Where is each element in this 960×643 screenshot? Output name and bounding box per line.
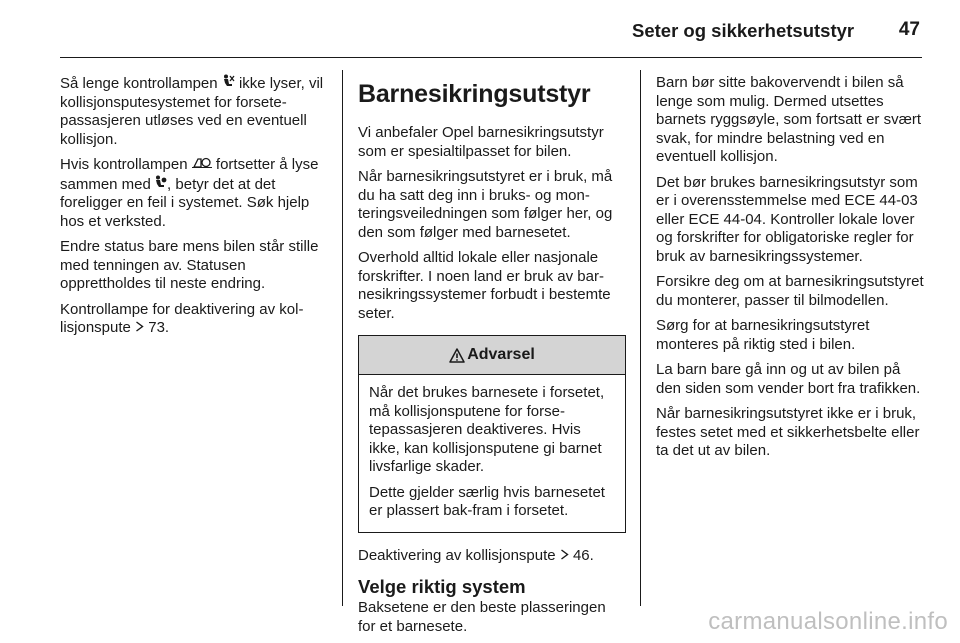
paragraph-correct-place: Sørg for at barnesikringsutstyret monteres på riktig sted i bilen.	[656, 317, 870, 353]
warning-triangle-icon	[449, 348, 465, 363]
paragraph-rear-seats: Baksetene er den beste plasseringen for et barnesete.	[358, 599, 606, 635]
paragraph-recommend: Vi anbefaler Opel barnesikringsutstyr som er spesialtilpasset for bilen.	[358, 124, 604, 160]
paragraph-airbag-status: Så lenge kontrollampen ikke lyser, vil kollisjonsputesystemet for forsetepassasjeren utløses ved en eventuell kollisjon.	[60, 75, 324, 148]
column-1	[60, 74, 326, 345]
column-divider-1	[342, 70, 343, 606]
paragraph-regulations: Overhold alltid lokale eller nasjonale forskrifter. I noen land er bruk av barnesikringssystemer forbudt i bestemte seter.	[358, 249, 611, 322]
paragraph-fit-check: Forsikre deg om at barnesikringsutstyret du monterer, passer til bilmodellen.	[656, 273, 924, 309]
warning-box	[358, 335, 626, 533]
paragraph-change-status: Endre status bare mens bilen står stille med tenningen av. Statusen opprettholdes til neste endring.	[60, 238, 319, 292]
warning-paragraph-2: Dette gjelder særlig hvis barnesetet er plassert bak-fram i forsetet.	[369, 483, 605, 519]
page-header	[0, 0, 960, 58]
column-divider-2	[640, 70, 641, 606]
warning-title: Advarsel	[467, 345, 535, 363]
paragraph-fault: Hvis kontrollampen fortsetter å lyse sammen med , betyr det at det foreligger en feil i systemet. Søk hjelp hos et verksted.	[60, 156, 319, 230]
warning-header	[359, 336, 625, 375]
paragraph-rear-facing: Barn bør sitte bakovervendt i bilen så lenge som mulig. Dermed utsettes barnets ryggsøyle, som fortsatt er svært svak, for mindre belastning ved en eventuell kollisjon.	[656, 74, 922, 165]
paragraph-ece-standard: Det bør brukes barnesikringsutstyr som er i overensstemmelse med ECE 44-03 eller ECE 44-04. Kontroller lokale lover og forskrifter for obligatoriske regler for bruk av barnesikringssystemer.	[656, 173, 918, 265]
watermark: carmanualsonline.info	[708, 608, 948, 635]
paragraph-instructions: Når barnesikringsutstyret er i bruk, må du ha satt deg inn i bruks- og monteringsveiledningen som følger her, og den som følger med barnesetet.	[358, 168, 613, 241]
page-reference-icon	[135, 319, 144, 338]
column-2	[358, 74, 626, 643]
page-title: Seter og sikkerhetsutstyr	[632, 20, 855, 41]
paragraph-deactivation-reference: Deaktivering av kollisjonspute 46.	[358, 546, 594, 564]
passenger-airbag-off-icon	[222, 74, 235, 94]
subheading: Velge riktig system	[358, 576, 526, 597]
paragraph-exit-side: La barn bare gå inn og ut av bilen på den siden som vender bort fra trafikken.	[656, 361, 921, 397]
page-reference-icon	[560, 547, 569, 566]
airbag-warning-icon	[192, 156, 212, 175]
airbag-system-icon	[155, 175, 167, 195]
column-3	[656, 74, 924, 468]
header-divider	[60, 57, 922, 58]
page-number: 47	[898, 19, 920, 40]
paragraph-reference: Kontrollampe for deaktivering av kollisjonspute 73.	[60, 300, 304, 336]
section-heading: Barnesikringsutstyr	[358, 80, 591, 108]
warning-body	[359, 375, 625, 532]
paragraph-not-in-use: Når barnesikringsutstyret ikke er i bruk, festes setet med et sikkerhetsbelte eller ta det ut av bilen.	[656, 405, 920, 459]
warning-paragraph-1: Når det brukes barnesete i forsetet, må kollisjonsputene for forsetepassasjeren deaktiveres. Hvis ikke, kan kollisjonsputene gi barnet livsfarlige skader.	[369, 384, 605, 475]
